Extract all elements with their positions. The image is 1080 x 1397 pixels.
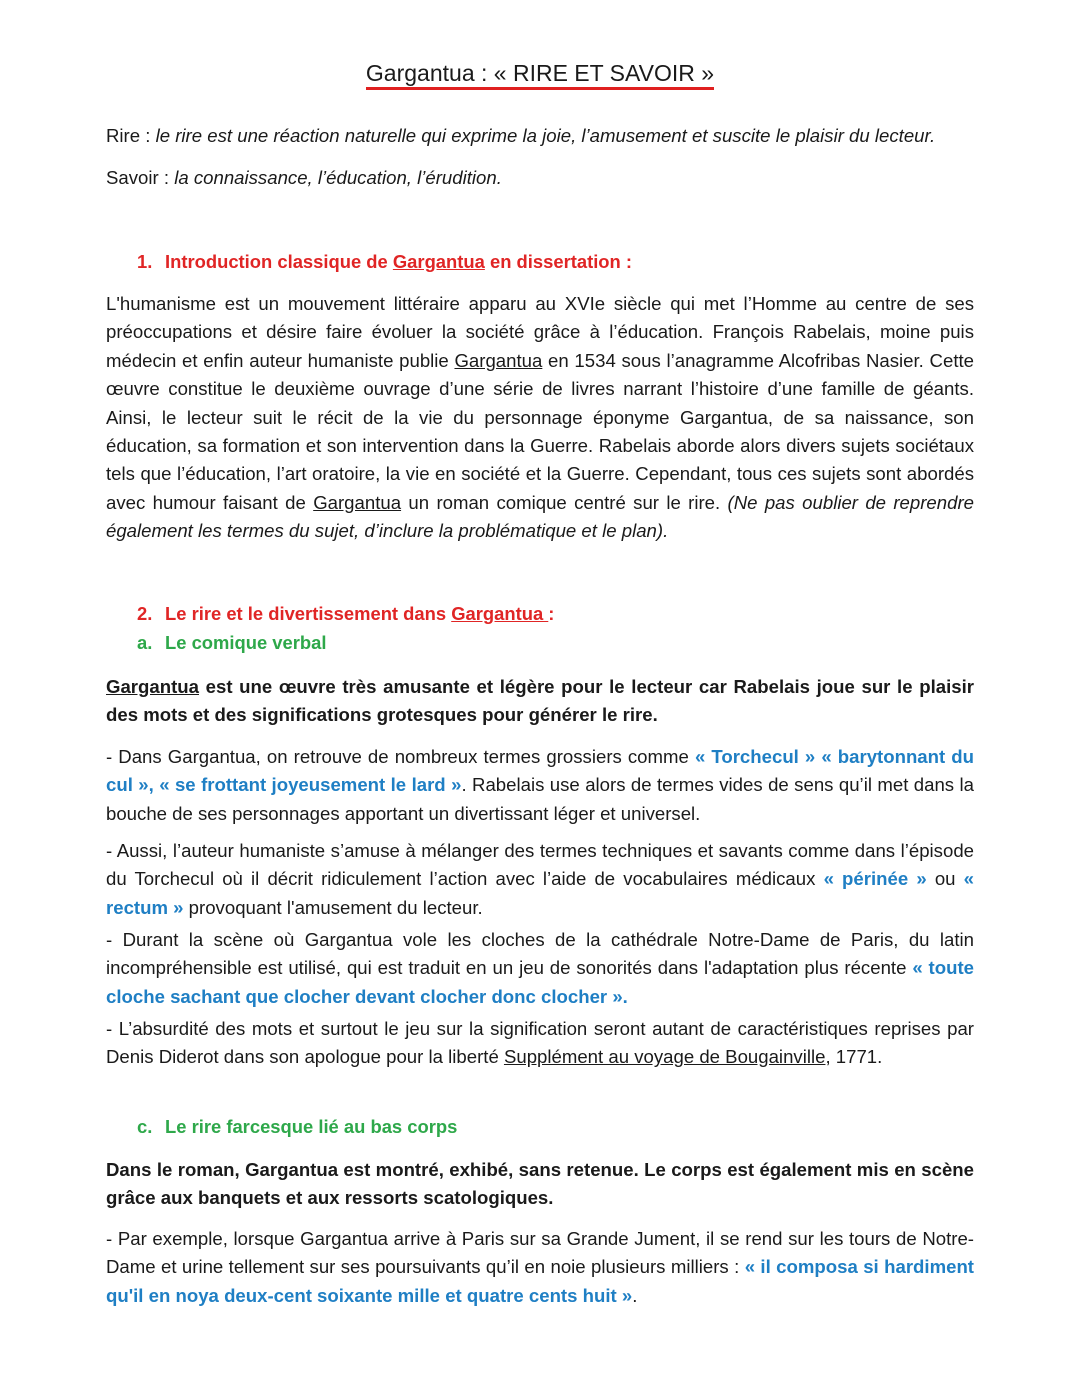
- page-title: [0, 60, 1080, 87]
- subsection-a-title: Le comique verbal: [165, 632, 327, 653]
- subsection-a-intro-text: est une œuvre très amusante et légère pour le lecteur car Rabelais joue sur le plaisir des mots et des significations grotesques pour générer le rire.: [106, 676, 974, 726]
- bullet-diderot: [106, 1015, 974, 1072]
- subsection-c-intro: [106, 1156, 974, 1213]
- bullet3-quote: « toute cloche sachant que clocher devant clocher donc clocher ».: [106, 957, 974, 1007]
- bullet1-after: . Rabelais use alors de termes vides de sens qu’il met dans la bouche de ses personnages apportant un divertissant léger et universel.: [106, 774, 974, 824]
- section2-title-underlined: Gargantua: [451, 603, 549, 624]
- bullet2-after: provoquant l'amusement du lecteur.: [183, 896, 483, 918]
- bullet5-after: .: [632, 1284, 638, 1306]
- definition-savoir-label: Savoir :: [106, 167, 175, 188]
- bullet2-quote1: « périnée »: [823, 868, 927, 890]
- subsection-c-letter: c.: [137, 1116, 153, 1137]
- bullet-cloches: [106, 926, 974, 1011]
- bullet4-before: - L’absurdité des mots et surtout le jeu sur la signification seront autant de caractéristiques reprises par Denis Diderot dans son apologue pour la liberté: [106, 1018, 974, 1068]
- bullet1-quote: « Torchecul » « barytonnant du cul », « se frottant joyeusement le lard »: [106, 746, 974, 796]
- definition-savoir: [106, 167, 502, 189]
- section1-heading: [137, 251, 632, 273]
- definition-rire: [106, 125, 935, 147]
- definition-savoir-text: la connaissance, l’éducation, l’érudition.: [174, 167, 502, 188]
- section1-p1-before: L'humanisme est un mouvement littéraire apparu au XVIe siècle qui met l’Homme au centre de ses préoccupations et désire faire évoluer la société grâce à l’éducation. François Rabelais, moine puis médecin et enfin auteur humaniste publie: [106, 293, 974, 371]
- subsection-a-heading: [137, 632, 326, 654]
- section1-p1-note: (Ne pas oublier de reprendre également les termes du sujet, d’inclure la problématique et le plan).: [106, 491, 974, 542]
- bullet-torchecul: [106, 743, 974, 828]
- subsection-c-title: Le rire farcesque lié au bas corps: [165, 1116, 458, 1137]
- page-title-text: Gargantua : « RIRE ET SAVOIR »: [366, 60, 714, 90]
- section2-title-after: :: [548, 603, 555, 624]
- section1-p1-middle: en 1534 sous l’anagramme Alcofribas Nasier. Cette œuvre constitue le deuxième ouvrage d’une série de livres narrant l’histoire d’une famille de géants. Ainsi, le lecteur suit le récit de la vie du personnage éponyme Gargantua, de sa naissance, son éducation, sa formation et son intervention dans la Guerre. Rabelais aborde alors divers sujets sociétaux tels que l’éducation, l’art oratoire, la vie en société et la Guerre. Cependant, tous ces sujets sont abordés avec humour faisant de: [106, 349, 974, 513]
- bullet5-quote: « il composa si hardiment qu'il en noya deux-cent soixante mille et quatre cents huit »: [106, 1256, 974, 1306]
- section2-title-before: Le rire et le divertissement dans: [165, 603, 452, 624]
- subsection-c-heading: [137, 1116, 457, 1138]
- bullet5-before: - Par exemple, lorsque Gargantua arrive à Paris sur sa Grande Jument, il se rend sur les tours de Notre-Dame et urine tellement sur ses poursuivants qu’il en noie plusieurs milliers :: [106, 1228, 974, 1278]
- section1-paragraph: [106, 290, 974, 546]
- section1-title-after: en dissertation :: [484, 251, 633, 272]
- section1-number: 1.: [137, 251, 153, 272]
- section1-p1-title: Gargantua: [454, 349, 543, 371]
- bullet1-before: - Dans Gargantua, on retrouve de nombreux termes grossiers comme: [106, 746, 695, 767]
- bullet4-title: Supplément au voyage de Bougainville: [503, 1046, 826, 1068]
- subsection-a-letter: a.: [137, 632, 153, 653]
- bullet4-after: , 1771.: [825, 1046, 883, 1068]
- bullet2-quote2: « rectum »: [106, 868, 975, 918]
- bullet-jument: [106, 1225, 974, 1310]
- section2-heading: [137, 603, 554, 625]
- section1-title-underlined: Gargantua: [392, 251, 485, 272]
- bullet-medical-terms: [106, 837, 974, 922]
- definition-rire-text: le rire est une réaction naturelle qui exprime la joie, l’amusement et suscite le plaisir du lecteur.: [155, 125, 936, 146]
- bullet3-before: - Durant la scène où Gargantua vole les cloches de la cathédrale Notre-Dame de Paris, du latin incompréhensible est utilisé, qui est traduit en un jeu de sonorités dans l'adaptation plus récente: [106, 929, 974, 979]
- subsection-a-intro: [106, 673, 974, 730]
- section1-p1-title2: Gargantua: [313, 491, 402, 513]
- definition-rire-label: Rire :: [106, 125, 156, 146]
- section1-p1-end: un roman comique centré sur le rire.: [401, 491, 728, 513]
- bullet2-before: - Aussi, l’auteur humaniste s’amuse à mélanger des termes techniques et savants comme dans l’épisode du Torchecul où il décrit ridiculement l’action avec l’aide de vocabulaires médicaux: [106, 840, 974, 890]
- subsection-c-intro-text: Dans le roman, Gargantua est montré, exhibé, sans retenue. Le corps est également mis en scène grâce aux banquets et aux ressorts scatologiques.: [106, 1159, 974, 1209]
- section1-title-before: Introduction classique de: [165, 251, 393, 272]
- bullet2-mid: ou: [926, 868, 964, 890]
- subsection-a-intro-title: Gargantua: [106, 676, 199, 697]
- section2-number: 2.: [137, 603, 153, 624]
